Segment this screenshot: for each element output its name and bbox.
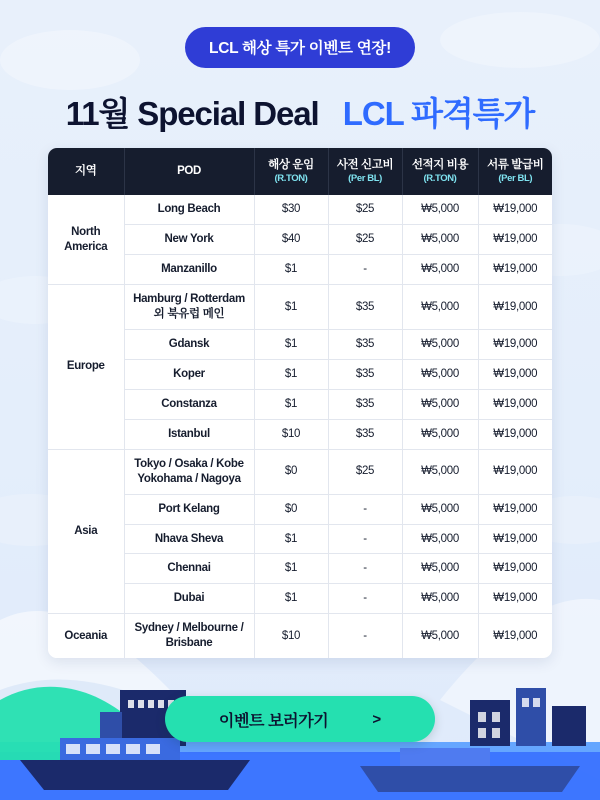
- table-row: [48, 584, 552, 614]
- cell-loading-cost: ₩5,000: [402, 524, 478, 554]
- cell-pre-declaration: -: [328, 494, 402, 524]
- table-row: [48, 329, 552, 359]
- cell-pre-declaration: -: [328, 554, 402, 584]
- table-row: [48, 359, 552, 389]
- cell-loading-cost: ₩5,000: [402, 584, 478, 614]
- cell-document-fee: ₩19,000: [478, 389, 552, 419]
- th-ocean-freight-label: 해상 운임: [268, 159, 314, 171]
- cell-ocean-freight: $1: [254, 285, 328, 330]
- cell-pod: Chennai: [124, 554, 254, 584]
- cell-ocean-freight: $0: [254, 494, 328, 524]
- cell-ocean-freight: $0: [254, 449, 328, 494]
- cell-document-fee: ₩19,000: [478, 584, 552, 614]
- cell-ocean-freight: $1: [254, 359, 328, 389]
- th-document-fee: [478, 148, 552, 195]
- event-cta-button[interactable]: [165, 696, 435, 742]
- page-title: [0, 88, 600, 135]
- cell-loading-cost: ₩5,000: [402, 614, 478, 658]
- cell-region: Oceania: [48, 614, 124, 658]
- cell-document-fee: ₩19,000: [478, 329, 552, 359]
- cell-pod: Long Beach: [124, 195, 254, 224]
- cell-ocean-freight: $1: [254, 389, 328, 419]
- th-region: [48, 148, 124, 195]
- event-badge-wrap: [0, 27, 600, 68]
- cell-document-fee: ₩19,000: [478, 524, 552, 554]
- rate-table-card: [48, 148, 552, 658]
- cell-ocean-freight: $1: [254, 329, 328, 359]
- cell-document-fee: ₩19,000: [478, 419, 552, 449]
- cell-region: Europe: [48, 285, 124, 450]
- th-ocean-freight-unit: (R.TON): [274, 173, 308, 185]
- table-row: [48, 614, 552, 658]
- cell-loading-cost: ₩5,000: [402, 255, 478, 285]
- cell-pod: Nhava Sheva: [124, 524, 254, 554]
- chevron-right-icon: >: [372, 710, 382, 728]
- table-row: [48, 389, 552, 419]
- cell-pod: Dubai: [124, 584, 254, 614]
- th-region-label: 지역: [75, 165, 97, 178]
- cell-loading-cost: ₩5,000: [402, 195, 478, 224]
- cell-document-fee: ₩19,000: [478, 225, 552, 255]
- cell-ocean-freight: $1: [254, 554, 328, 584]
- cell-document-fee: ₩19,000: [493, 629, 538, 642]
- table-row: [48, 255, 552, 285]
- cell-pod: Constanza: [124, 389, 254, 419]
- cell-document-fee: ₩19,000: [478, 255, 552, 285]
- cell-pre-declaration: -: [328, 614, 402, 658]
- cell-pod: Hamburg / Rotterdam 외 북유럽 메인: [124, 285, 254, 330]
- cell-ocean-freight: $10: [254, 419, 328, 449]
- cell-document-fee: ₩19,000: [478, 554, 552, 584]
- cell-loading-cost: ₩5,000: [402, 359, 478, 389]
- cell-pre-declaration: $35: [328, 285, 402, 330]
- cell-pre-declaration: $35: [328, 359, 402, 389]
- table-head: [48, 148, 552, 195]
- th-pod: [124, 148, 254, 195]
- th-pre-declaration-label: 사전 신고비: [336, 159, 394, 171]
- cell-loading-cost: ₩5,000: [402, 554, 478, 584]
- cell-pod: Tokyo / Osaka / Kobe Yokohama / Nagoya: [124, 449, 254, 494]
- cell-document-fee: ₩19,000: [478, 359, 552, 389]
- table-row: [48, 195, 552, 224]
- cell-region: North America: [48, 195, 124, 284]
- cell-loading-cost: ₩5,000: [402, 494, 478, 524]
- cell-ocean-freight: $1: [254, 584, 328, 614]
- cell-document-fee: ₩19,000: [478, 494, 552, 524]
- th-loading-cost: [402, 148, 478, 195]
- cell-pod: Port Kelang: [124, 494, 254, 524]
- th-document-fee-label: 서류 발급비: [487, 159, 544, 171]
- table-header-row: [48, 148, 552, 195]
- cell-loading-cost: ₩5,000: [402, 419, 478, 449]
- th-pod-label: POD: [177, 165, 201, 178]
- cell-pod: Sydney / Melbourne / Brisbane: [124, 614, 254, 658]
- event-cta-label: 이벤트 보러가기: [218, 712, 329, 730]
- table-row: [48, 554, 552, 584]
- cell-loading-cost: ₩5,000: [402, 225, 478, 255]
- page-title-highlight: LCL 파격특가: [342, 95, 535, 132]
- cell-pod: Istanbul: [124, 419, 254, 449]
- cell-ocean-freight: $30: [254, 195, 328, 224]
- cell-pre-declaration: -: [328, 584, 402, 614]
- th-loading-cost-unit: (R.TON): [423, 173, 457, 185]
- table-row: [48, 494, 552, 524]
- cell-pre-declaration: $35: [328, 389, 402, 419]
- cell-region: Asia: [48, 449, 124, 614]
- th-ocean-freight: [254, 148, 328, 195]
- rate-table: [48, 148, 552, 658]
- cell-document-fee: ₩19,000: [478, 285, 552, 330]
- table-row: [48, 524, 552, 554]
- cell-loading-cost: ₩5,000: [402, 285, 478, 330]
- cell-pod: Koper: [124, 359, 254, 389]
- cell-pre-declaration: $35: [328, 419, 402, 449]
- cell-ocean-freight: $1: [254, 255, 328, 285]
- cell-pre-declaration: $25: [328, 195, 402, 224]
- th-pre-declaration: [328, 148, 402, 195]
- page-title-main: 11월 Special Deal: [65, 95, 319, 132]
- table-body: [48, 195, 552, 658]
- cell-pre-declaration: -: [328, 255, 402, 285]
- cell-ocean-freight: $1: [254, 524, 328, 554]
- th-loading-cost-label: 선적지 비용: [411, 159, 469, 171]
- cell-pre-declaration: -: [328, 524, 402, 554]
- table-row: [48, 449, 552, 494]
- cell-pod: Manzanillo: [124, 255, 254, 285]
- table-row: [48, 285, 552, 330]
- cell-pre-declaration: $25: [328, 449, 402, 494]
- cell-pre-declaration: $35: [328, 329, 402, 359]
- cell-pod: Gdansk: [124, 329, 254, 359]
- th-document-fee-unit: (Per BL): [498, 173, 533, 185]
- cell-document-fee: ₩19,000: [478, 449, 552, 494]
- cell-loading-cost: ₩5,000: [402, 449, 478, 494]
- cell-ocean-freight: $10: [254, 614, 328, 658]
- table-row: [48, 225, 552, 255]
- event-badge: LCL 해상 특가 이벤트 연장!: [185, 27, 415, 68]
- cell-document-fee: ₩19,000: [478, 195, 552, 224]
- cell-pod: New York: [124, 225, 254, 255]
- th-pre-declaration-unit: (Per BL): [348, 173, 382, 185]
- cell-pre-declaration: $25: [328, 225, 402, 255]
- table-row: [48, 419, 552, 449]
- cell-ocean-freight: $40: [254, 225, 328, 255]
- cell-loading-cost: ₩5,000: [402, 389, 478, 419]
- cell-loading-cost: ₩5,000: [402, 329, 478, 359]
